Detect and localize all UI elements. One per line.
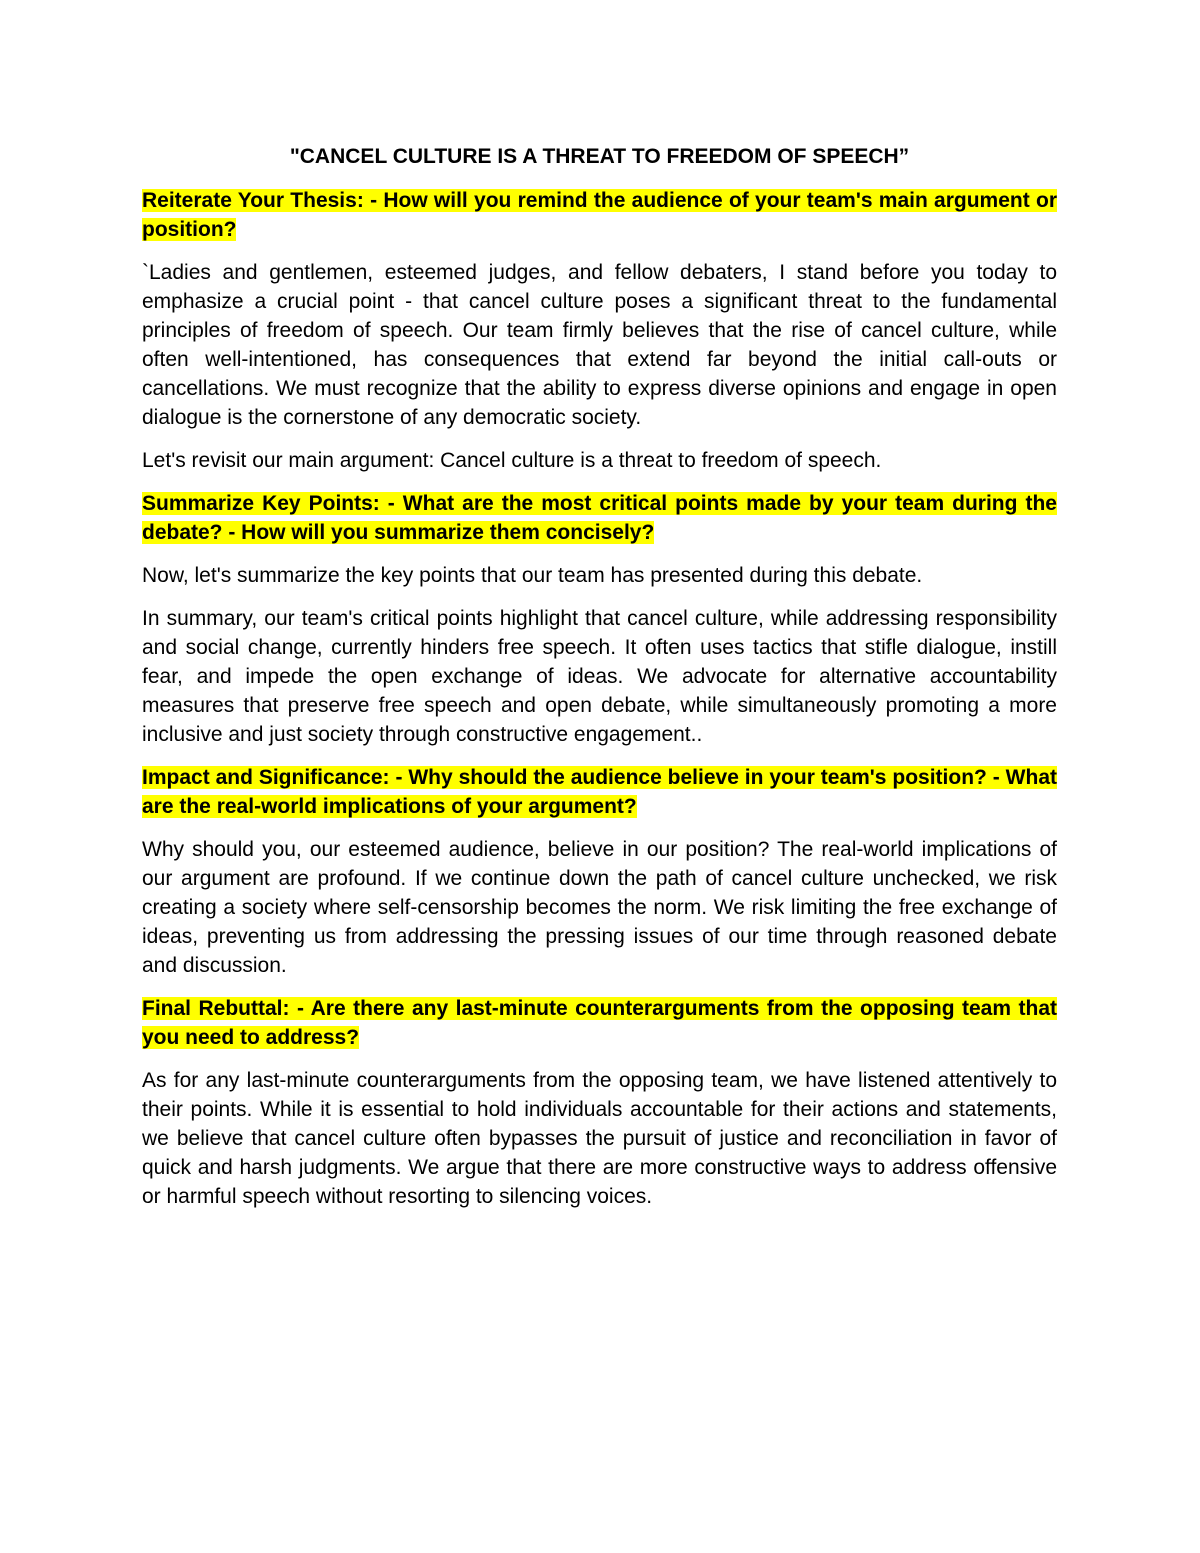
section-question bbox=[142, 994, 1057, 1052]
question-highlight: Final Rebuttal: - Are there any last-minute counterarguments from the opposing team that you need to address? bbox=[142, 997, 1057, 1049]
question-highlight: Summarize Key Points: - What are the most critical points made by your team during the debate? - How will you summarize them concisely? bbox=[142, 492, 1057, 544]
question-highlight: Impact and Significance: - Why should the audience believe in your team's position? - What are the real-world implications of your argument? bbox=[142, 766, 1057, 818]
section-paragraph: In summary, our team's critical points highlight that cancel culture, while addressing responsibility and social change, currently hinders free speech. It often uses tactics that stifle dialogue, instill fear, and impede the open exchange of ideas. We advocate for alternative accountability measures that preserve free speech and open debate, while simultaneously promoting a more inclusive and just society through constructive engagement.. bbox=[142, 607, 1057, 746]
section-question bbox=[142, 489, 1057, 547]
document-title: "CANCEL CULTURE IS A THREAT TO FREEDOM OF SPEECH” bbox=[289, 145, 910, 168]
section-question bbox=[142, 763, 1057, 821]
question-highlight: Reiterate Your Thesis: - How will you remind the audience of your team's main argument or position? bbox=[142, 189, 1057, 241]
section-impact-significance bbox=[142, 763, 1057, 980]
section-paragraph: `Ladies and gentlemen, esteemed judges, and fellow debaters, I stand before you today to emphasize a crucial point - that cancel culture poses a significant threat to the fundamental principles of freedom of speech. Our team firmly believes that the rise of cancel culture, while often well-intentioned, has consequences that extend far beyond the initial call-outs or cancellations. We must recognize that the ability to express diverse opinions and engage in open dialogue is the cornerstone of any democratic society. bbox=[142, 261, 1057, 429]
document-page bbox=[142, 142, 1057, 1225]
section-question bbox=[142, 186, 1057, 244]
section-paragraph: Let's revisit our main argument: Cancel culture is a threat to freedom of speech. bbox=[142, 449, 882, 472]
section-final-rebuttal bbox=[142, 994, 1057, 1211]
section-reiterate-thesis bbox=[142, 186, 1057, 475]
section-paragraph: Why should you, our esteemed audience, believe in our position? The real-world implications of our argument are profound. If we continue down the path of cancel culture unchecked, we risk creating a society where self-censorship becomes the norm. We risk limiting the free exchange of ideas, preventing us from addressing the pressing issues of our time through reasoned debate and discussion. bbox=[142, 838, 1057, 977]
section-paragraph: As for any last-minute counterarguments from the opposing team, we have listened attentively to their points. While it is essential to hold individuals accountable for their actions and statements, we believe that cancel culture often bypasses the pursuit of justice and reconciliation in favor of quick and harsh judgments. We argue that there are more constructive ways to address offensive or harmful speech without resorting to silencing voices. bbox=[142, 1069, 1057, 1208]
section-summarize-key-points bbox=[142, 489, 1057, 749]
section-paragraph: Now, let's summarize the key points that our team has presented during this debate. bbox=[142, 564, 923, 587]
